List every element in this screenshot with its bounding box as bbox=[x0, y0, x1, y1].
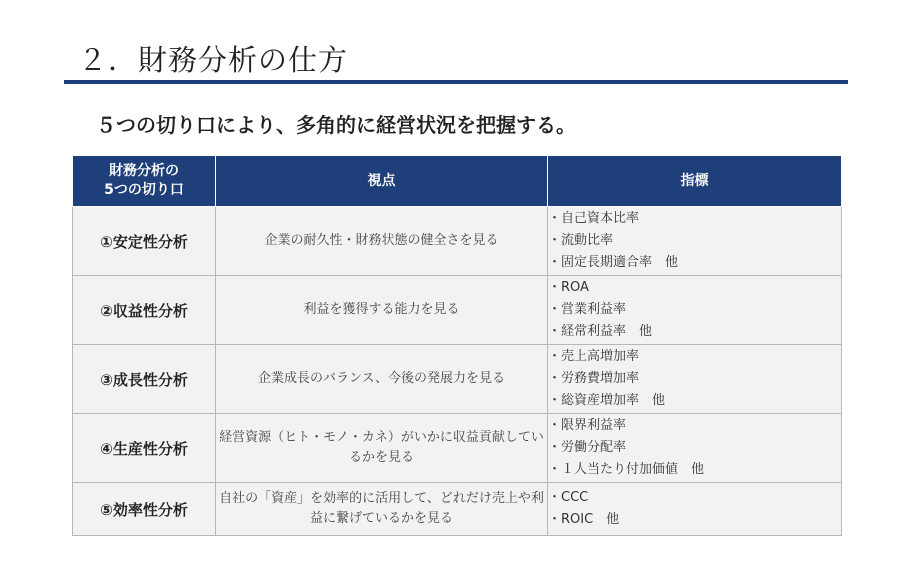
header-indicators: 指標 bbox=[548, 156, 842, 207]
indicators-cell bbox=[548, 276, 842, 345]
indicator-item: ・労働分配率 bbox=[548, 440, 627, 455]
indicator-item: ・限界利益率 bbox=[548, 418, 627, 433]
title-underline bbox=[64, 80, 848, 84]
indicator-item: ・１人当たり付加価値 他 bbox=[548, 462, 705, 477]
table-row bbox=[73, 414, 842, 483]
viewpoint-cell: 経営資源（ヒト・モノ・カネ）がいかに収益貢献しているかを見る bbox=[216, 414, 548, 483]
indicator-item: ・営業利益率 bbox=[548, 302, 627, 317]
table-row bbox=[73, 276, 842, 345]
indicator-item: ・流動比率 bbox=[548, 233, 614, 248]
indicators-cell bbox=[548, 483, 842, 536]
indicator-item: ・経常利益率 他 bbox=[548, 324, 653, 339]
aspect-cell: ②収益性分析 bbox=[73, 276, 216, 345]
slide-subtitle: ５つの切り口により、多角的に経営状況を把握する。 bbox=[96, 113, 576, 137]
table-row bbox=[73, 207, 842, 276]
table-row bbox=[73, 483, 842, 536]
header-aspect-line1: 財務分析の bbox=[109, 163, 179, 179]
aspect-cell: ④生産性分析 bbox=[73, 414, 216, 483]
table-row bbox=[73, 345, 842, 414]
header-aspect bbox=[73, 156, 216, 207]
viewpoint-cell: 利益を獲得する能力を見る bbox=[216, 276, 548, 345]
indicators-cell bbox=[548, 207, 842, 276]
indicator-item: ・総資産増加率 他 bbox=[548, 393, 666, 408]
aspect-cell: ⑤効率性分析 bbox=[73, 483, 216, 536]
indicator-item: ・固定長期適合率 他 bbox=[548, 255, 679, 270]
indicator-item: ・ROA bbox=[548, 280, 589, 295]
indicator-item: ・労務費増加率 bbox=[548, 371, 640, 386]
aspect-cell: ①安定性分析 bbox=[73, 207, 216, 276]
viewpoint-cell: 企業の耐久性・財務状態の健全さを見る bbox=[216, 207, 548, 276]
viewpoint-cell: 自社の「資産」を効率的に活用して、どれだけ売上や利益に繋げているかを見る bbox=[216, 483, 548, 536]
aspect-cell: ③成長性分析 bbox=[73, 345, 216, 414]
header-aspect-line2: 5つの切り口 bbox=[104, 182, 184, 198]
analysis-table bbox=[72, 155, 842, 536]
viewpoint-cell: 企業成長のバランス、今後の発展力を見る bbox=[216, 345, 548, 414]
indicator-item: ・自己資本比率 bbox=[548, 211, 640, 226]
indicators-cell bbox=[548, 345, 842, 414]
header-viewpoint: 視点 bbox=[216, 156, 548, 207]
indicator-item: ・売上高増加率 bbox=[548, 349, 640, 364]
indicator-item: ・CCC bbox=[548, 490, 589, 505]
indicator-item: ・ROIC 他 bbox=[548, 512, 620, 527]
slide-title: ２．財務分析の仕方 bbox=[78, 43, 349, 77]
indicators-cell bbox=[548, 414, 842, 483]
table-header-row bbox=[73, 156, 842, 207]
